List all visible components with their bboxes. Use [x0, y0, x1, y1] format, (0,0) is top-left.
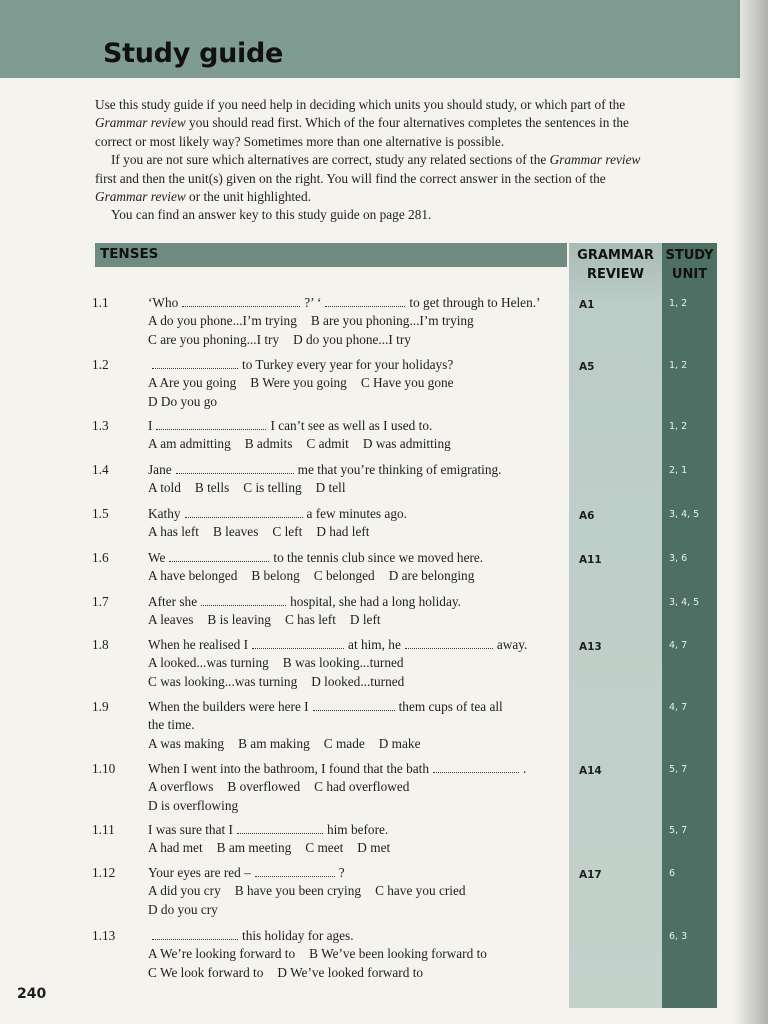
question-body — [148, 636, 566, 691]
question-stem — [148, 864, 566, 882]
answer-option: D We’ve looked forward to — [277, 964, 424, 980]
answer-option: A overflows — [148, 779, 214, 795]
stem-text: a few minutes ago. — [306, 506, 407, 521]
answer-option: C has left — [284, 612, 336, 628]
answer-option: A had met — [148, 840, 203, 856]
options-line — [148, 374, 566, 392]
answer-option: C had overflowed — [314, 779, 410, 795]
question-number: 1.5 — [92, 506, 109, 521]
study-unit-ref: 1, 2 — [669, 360, 688, 371]
answer-option: B leaves — [212, 524, 259, 540]
stem-text: Your eyes are red – — [148, 865, 251, 880]
question-stem — [148, 760, 566, 778]
study-unit-ref: 4, 7 — [669, 702, 688, 713]
options-line — [148, 611, 566, 629]
options-line — [148, 945, 566, 963]
question-stem — [148, 698, 566, 716]
stem-text: . — [523, 761, 527, 776]
answer-blank — [237, 822, 323, 834]
answer-blank — [156, 418, 266, 430]
question-number: 1.2 — [92, 357, 109, 372]
question-body — [148, 549, 566, 586]
study-unit-ref: 3, 4, 5 — [669, 597, 700, 608]
options-line — [148, 523, 566, 541]
section-header-bar — [95, 243, 567, 267]
grammar-review-ref: A11 — [579, 554, 602, 566]
answer-option: A did you cry — [148, 883, 221, 899]
answer-blank — [152, 357, 238, 369]
intro-line-3: correct or most likely way? Sometimes more than one alternative is possible. — [95, 133, 505, 149]
answer-option: C belonged — [313, 568, 375, 584]
answer-option: C meet — [305, 840, 344, 856]
answer-option: D had left — [316, 524, 370, 540]
study-unit-ref: 1, 2 — [669, 298, 688, 309]
answer-blank — [201, 594, 286, 606]
answer-option: D met — [357, 840, 391, 856]
answer-option: A do you phone...I’m trying — [148, 313, 297, 329]
intro-text — [95, 96, 707, 225]
answer-option: A leaves — [148, 612, 194, 628]
stem-text: away. — [496, 637, 528, 652]
question-stem — [148, 461, 566, 479]
stem-text: We — [148, 550, 166, 565]
stem-text: to Turkey every year for your holidays? — [242, 357, 454, 372]
study-unit-ref: 1, 2 — [669, 421, 688, 432]
answer-blank — [405, 637, 493, 649]
answer-option: B have you been crying — [234, 883, 362, 899]
options-line — [148, 654, 566, 672]
stem-text: to the tennis club since we moved here. — [273, 550, 484, 565]
options-line — [148, 393, 566, 411]
options-line — [148, 964, 566, 982]
stem-text: Kathy — [148, 506, 181, 521]
answer-option: C left — [272, 524, 303, 540]
answer-option: D are belonging — [388, 568, 475, 584]
answer-option: C admit — [306, 436, 349, 452]
question-body — [148, 505, 566, 542]
question-stem — [148, 549, 566, 567]
intro-line-2 — [95, 114, 707, 132]
question-body — [148, 698, 566, 753]
answer-option: A Are you going — [148, 375, 237, 391]
answer-blank — [152, 928, 238, 940]
stem-text: them cups of tea all — [398, 699, 503, 714]
answer-option: D looked...turned — [311, 673, 405, 689]
stem-text: at him, he — [348, 637, 401, 652]
question-body — [148, 593, 566, 630]
answer-option: D Do you go — [148, 393, 218, 409]
grammar-review-ref: A13 — [579, 641, 602, 653]
answer-option: D make — [378, 735, 421, 751]
question-stem — [148, 927, 566, 945]
intro-line-1: Use this study guide if you need help in deciding which units you should study, or which part of the — [95, 97, 626, 112]
answer-option: D do you cry — [148, 901, 218, 917]
options-line — [148, 882, 566, 900]
answer-option: B are you phoning...I’m trying — [310, 313, 474, 329]
answer-option: B We’ve been looking forward to — [309, 946, 487, 962]
question-number: 1.12 — [92, 865, 116, 880]
question-stem — [148, 356, 566, 374]
question-body — [148, 461, 566, 498]
options-line — [148, 567, 566, 585]
answer-blank — [176, 462, 294, 474]
question-body — [148, 864, 566, 919]
stem-text: I can’t see as well as I used to. — [270, 418, 433, 433]
question-stem — [148, 821, 566, 839]
intro-text-span: you should read first. Which of the four alternatives completes the sentences in the — [185, 115, 629, 131]
answer-blank — [325, 295, 405, 307]
answer-blank — [252, 637, 344, 649]
answer-blank — [433, 761, 519, 773]
study-unit-ref: 2, 1 — [669, 465, 688, 476]
options-line — [148, 901, 566, 919]
answer-blank — [185, 506, 303, 518]
question-number: 1.10 — [92, 761, 116, 776]
answer-option: D left — [349, 612, 381, 628]
intro-line-5: first and then the unit(s) given on the right. You will find the correct answer in the section of the — [95, 170, 606, 186]
answer-option: B is leaving — [207, 612, 271, 628]
page-number: 240 — [17, 986, 47, 1002]
options-line — [148, 479, 566, 497]
answer-option: B admits — [244, 436, 293, 452]
stem-text: When he realised I — [148, 637, 249, 652]
answer-option: B was looking...turned — [282, 655, 404, 671]
stem-text: to get through to Helen.’ — [409, 295, 541, 310]
options-line — [148, 435, 566, 453]
stem-text: After she — [148, 594, 198, 609]
question-number: 1.11 — [92, 822, 115, 837]
grammar-review-ref: A6 — [579, 510, 595, 522]
study-unit-ref: 5, 7 — [669, 825, 688, 836]
grammar-review-ref: A1 — [579, 299, 595, 311]
answer-blank — [169, 550, 269, 562]
question-number: 1.8 — [92, 637, 109, 652]
stem-text: I was sure that I — [148, 822, 233, 837]
stem-text: When I went into the bathroom, I found that the bath — [148, 761, 430, 776]
answer-blank — [182, 295, 300, 307]
study-unit-ref: 3, 6 — [669, 553, 688, 564]
intro-emphasis: Grammar review — [95, 189, 186, 205]
answer-option: C was looking...was turning — [148, 673, 298, 689]
answer-blank — [313, 699, 395, 711]
answer-option: C have you cried — [375, 883, 466, 899]
question-stem — [148, 636, 566, 654]
answer-option: A We’re looking forward to — [148, 946, 296, 962]
study-unit-ref: 6 — [669, 868, 676, 879]
stem-text: ‘Who — [148, 295, 179, 310]
stem-text: ?’ ‘ — [304, 295, 322, 310]
study-unit-ref: 3, 4, 5 — [669, 509, 700, 520]
question-number: 1.6 — [92, 550, 109, 565]
study-unit-ref: 6, 3 — [669, 931, 688, 942]
question-body — [148, 927, 566, 982]
stem-text: this holiday for ages. — [242, 928, 354, 943]
answer-option: B am making — [238, 735, 310, 751]
question-body — [148, 417, 566, 454]
stem-text: ? — [338, 865, 345, 880]
heading-line: GRAMMAR — [577, 248, 654, 263]
intro-line-4 — [95, 151, 707, 169]
intro-text-span: or the unit highlighted. — [185, 189, 311, 205]
page-title: Study guide — [103, 38, 284, 69]
heading-line: REVIEW — [586, 267, 644, 282]
question-number: 1.4 — [92, 462, 109, 477]
question-number: 1.9 — [92, 699, 109, 714]
heading-line: UNIT — [671, 267, 708, 282]
answer-option: A has left — [148, 524, 199, 540]
options-line — [148, 673, 566, 691]
answer-option: C are you phoning...I try — [148, 331, 280, 347]
question-number: 1.7 — [92, 594, 109, 609]
grammar-review-heading — [569, 246, 662, 284]
page-edge-shadow — [734, 0, 768, 1024]
answer-option: A am admitting — [148, 436, 231, 452]
answer-option: A told — [148, 480, 181, 496]
question-body — [148, 821, 566, 858]
answer-option: B Were you going — [250, 375, 347, 391]
question-body — [148, 356, 566, 411]
stem-text: Jane — [148, 462, 172, 477]
study-unit-ref: 4, 7 — [669, 640, 688, 651]
options-line — [148, 331, 566, 349]
stem-text: hospital, she had a long holiday. — [290, 594, 461, 609]
intro-line-7: You can find an answer key to this study guide on page 281. — [111, 207, 432, 223]
answer-option: D was admitting — [362, 436, 451, 452]
question-stem-continued: the time. — [148, 717, 195, 733]
question-body — [148, 760, 566, 815]
answer-option: B tells — [194, 480, 230, 496]
answer-option: C made — [323, 735, 365, 751]
question-stem — [148, 505, 566, 523]
study-unit-ref: 5, 7 — [669, 764, 688, 775]
grammar-review-ref: A14 — [579, 765, 602, 777]
stem-text: me that you’re thinking of emigrating. — [297, 462, 502, 477]
question-stem — [148, 417, 566, 435]
options-line — [148, 839, 566, 857]
section-title: TENSES — [100, 246, 159, 262]
stem-text: him before. — [326, 822, 389, 837]
answer-option: D tell — [315, 480, 346, 496]
options-line — [148, 797, 566, 815]
intro-text-span: If you are not sure which alternatives are correct, study any related sections of the — [111, 152, 550, 168]
intro-emphasis: Grammar review — [95, 115, 186, 131]
options-line — [148, 735, 566, 753]
answer-blank — [255, 865, 335, 877]
answer-option: D do you phone...I try — [293, 331, 411, 347]
stem-text: I — [148, 418, 153, 433]
answer-option: C Have you gone — [360, 375, 454, 391]
question-body — [148, 294, 566, 349]
answer-option: A was making — [148, 735, 225, 751]
study-unit-heading — [662, 246, 717, 284]
answer-option: C is telling — [243, 480, 302, 496]
question-number: 1.1 — [92, 295, 109, 310]
answer-option: B belong — [251, 568, 300, 584]
intro-emphasis: Grammar review — [549, 152, 641, 168]
answer-option: B overflowed — [227, 779, 301, 795]
stem-text: When the builders were here I — [148, 699, 309, 714]
options-line — [148, 312, 566, 330]
grammar-review-ref: A5 — [579, 361, 595, 373]
question-number: 1.3 — [92, 418, 109, 433]
answer-option: D is overflowing — [148, 797, 239, 813]
question-number: 1.13 — [92, 928, 116, 943]
heading-line: STUDY — [665, 248, 714, 263]
intro-line-6 — [95, 188, 707, 206]
answer-option: A looked...was turning — [148, 655, 269, 671]
answer-option: B am meeting — [216, 840, 292, 856]
answer-option: A have belonged — [148, 568, 238, 584]
answer-option: C We look forward to — [148, 964, 264, 980]
options-line — [148, 778, 566, 796]
grammar-review-ref: A17 — [579, 869, 602, 881]
question-stem — [148, 294, 566, 312]
question-stem — [148, 593, 566, 611]
